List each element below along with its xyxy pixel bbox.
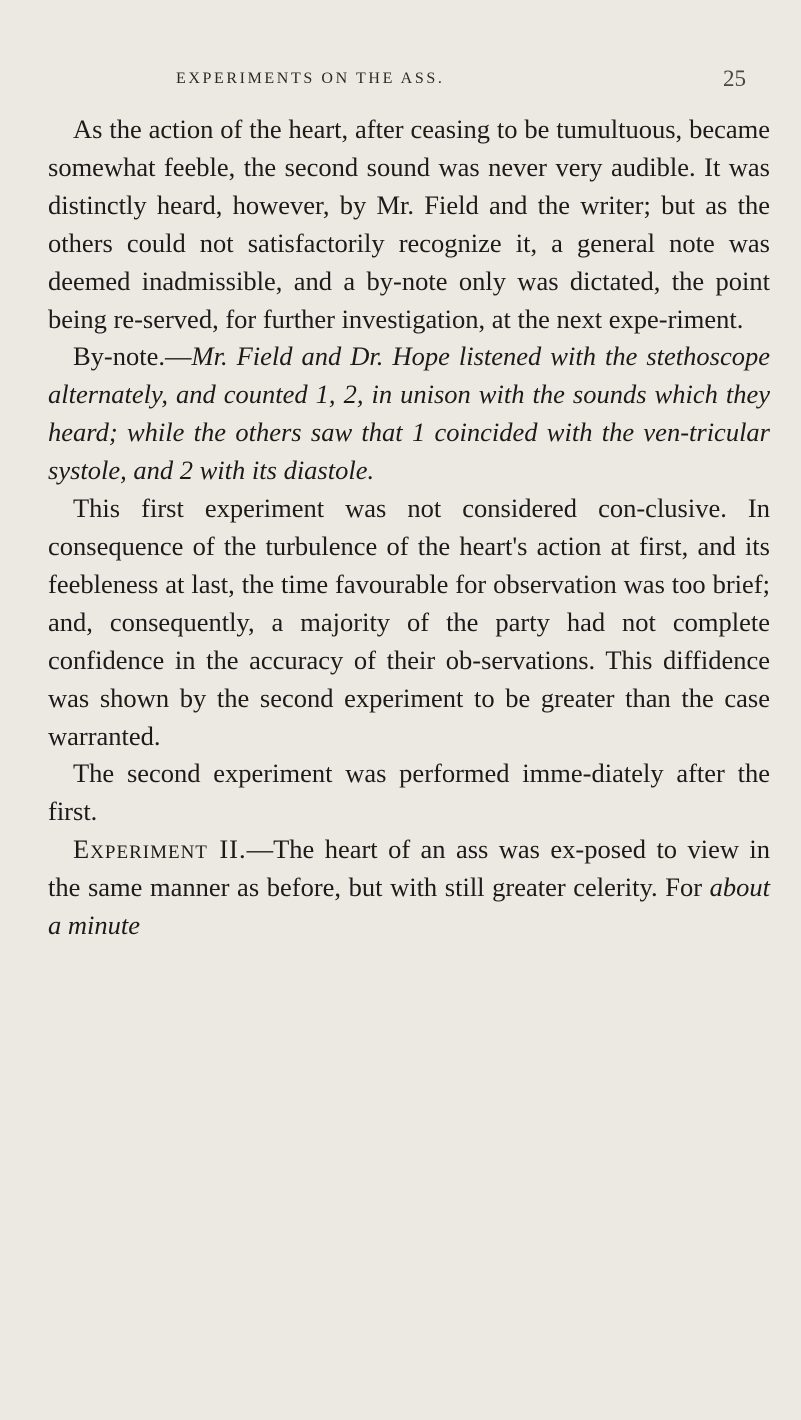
paragraph-heart-sound: As the action of the heart, after ceasing to be tumultuous, became somewhat feeble, the second sound was never very audible. It was distinctly heard, however, by Mr. Field and the writer; but as the others could not satisfactorily recognize it, a general note was deemed inadmissible, and a by-note only was dictated, the point being re-served, for further investigation, at the next expe-riment. [48, 114, 770, 334]
bynote-label: By-note.— [73, 341, 192, 372]
bynote-text: Mr. Field and Dr. Hope listened with the stethoscope alternately, and counted 1, 2, in unison with the sounds which they heard; while the others saw that 1 coincided with the ven-tricular systole, and 2 with its diastole. [48, 341, 770, 486]
paragraph-bynote [48, 338, 770, 490]
experiment-two-label: Experiment II. [73, 834, 247, 865]
running-head: EXPERIMENTS ON THE ASS. [176, 70, 445, 87]
paragraph-first-experiment: This first experiment was not considered con-clusive. In consequence of the turbulence of the heart's action at first, and its feebleness at last, the time favourable for observation was too brief; and, consequently, a majority of the party had not complete confidence in the accuracy of their ob-servations. This diffidence was shown by the second experiment to be greater than the case warranted. [48, 493, 770, 751]
experiment-two-text: —The heart of an ass was ex-posed to view in the same manner as before, but with still greater celerity. For [48, 834, 770, 903]
body-text [48, 111, 770, 945]
page-number: 25 [723, 66, 746, 91]
paragraph-second-experiment-intro: The second experiment was performed imme-diately after the first. [48, 758, 770, 827]
experiment-two-italic: about a minute [48, 872, 770, 941]
paragraph-experiment-two [48, 831, 770, 945]
